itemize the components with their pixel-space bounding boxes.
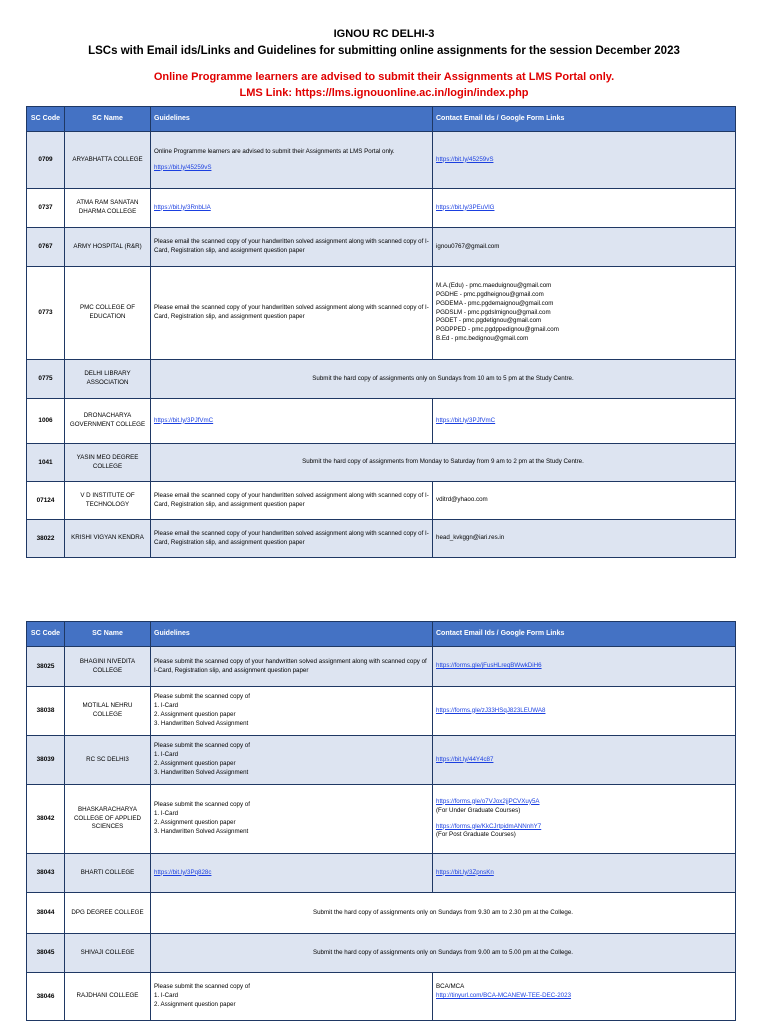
sc-name: V D INSTITUTE OF TECHNOLOGY: [65, 482, 151, 520]
table-header-row: [27, 622, 736, 647]
col-contact: Contact Email Ids / Google Form Links: [433, 107, 736, 132]
guideline-text: Please submit the scanned copy of: [154, 983, 250, 991]
sc-name: DPG DEGREE COLLEGE: [65, 893, 151, 934]
sc-code: 1006: [27, 399, 65, 444]
contact-email[interactable]: PGDSLM - pmc.pgdslmignou@gmail.com: [436, 308, 551, 316]
table-row: [27, 132, 736, 189]
sc-name: BHAGINI NIVEDITA COLLEGE: [65, 647, 151, 687]
guideline-text: Please submit the scanned copy of: [154, 693, 250, 701]
contact-email[interactable]: ignou0767@gmail.com: [436, 242, 500, 250]
table-row: [27, 785, 736, 854]
guideline-text: Please email the scanned copy of your handwritten solved assignment along with scanned copy of I-Card, Registration slip, and assignment question paper: [151, 267, 433, 360]
sc-name: RAJDHANI COLLEGE: [65, 973, 151, 1021]
guideline-item: 1. I-Card: [154, 751, 179, 759]
contact-link[interactable]: https://forms.gle/jFusHLreqBWwkDiH6: [436, 662, 542, 669]
sc-code: 38045: [27, 934, 65, 973]
table-header-row: [27, 107, 736, 132]
contact-cell: [433, 785, 736, 854]
contact-cell: [433, 854, 736, 893]
contact-email[interactable]: PGDPPED - pmc.pgdppedignou@gmail.com: [436, 326, 559, 334]
sc-code: 38042: [27, 785, 65, 854]
sc-code: 38043: [27, 854, 65, 893]
contact-cell: [433, 482, 736, 520]
contact-link[interactable]: https://bit.ly/45259vS: [436, 155, 494, 163]
contact-cell: [433, 399, 736, 444]
table-row: [27, 520, 736, 558]
sc-code: 38044: [27, 893, 65, 934]
lms-link[interactable]: LMS Link: https://lms.ignouonline.ac.in/login/index.php: [239, 87, 529, 99]
contact-link[interactable]: https://bit.ly/44Y4c87: [436, 755, 494, 763]
col-sc-code: SC Code: [27, 107, 65, 132]
sc-code: 38038: [27, 687, 65, 736]
guideline-item: 2. Assignment question paper: [154, 711, 236, 718]
contact-cell: [433, 267, 736, 360]
table-row: [27, 482, 736, 520]
guideline-link[interactable]: https://bit.ly/3PJfVmC: [154, 416, 214, 424]
guideline-item: 1. I-Card: [154, 810, 179, 818]
study-centre-table-2: [26, 621, 736, 1021]
guideline-link[interactable]: https://bit.ly/3Pq828c: [154, 868, 212, 876]
submission-note: Submit the hard copy of assignments only on Sundays from 9.00 am to 5.00 pm at the College.: [151, 934, 736, 973]
sc-name: SHIVAJI COLLEGE: [65, 934, 151, 973]
guidelines-cell: [151, 973, 433, 1021]
sc-name: MOTILAL NEHRU COLLEGE: [65, 687, 151, 736]
guidelines-cell: [151, 687, 433, 736]
contact-cell: [433, 520, 736, 558]
table-row: [27, 647, 736, 687]
contact-email[interactable]: head_kvkggn@iari.res.in: [436, 534, 505, 541]
contact-link[interactable]: https://bit.ly/3PJfVmC: [436, 416, 496, 424]
col-sc-code: SC Code: [27, 622, 65, 647]
guideline-text: Please email the scanned copy of your handwritten solved assignment along with scanned copy of I-Card, Registration slip, and assignment question paper: [151, 520, 433, 558]
contact-cell: [433, 973, 736, 1021]
guideline-item: 2. Assignment question paper: [154, 760, 236, 767]
guideline-text: Please email the scanned copy of your handwritten solved assignment along with scanned copy of I-Card, Registration slip, and assignment question paper: [151, 482, 433, 520]
sc-name: RC SC DELHI3: [65, 736, 151, 785]
sc-code: 38025: [27, 647, 65, 687]
table-row: [27, 736, 736, 785]
document-subtitle: LSCs with Email ids/Links and Guidelines for submitting online assignments for the session December 2023: [88, 45, 680, 57]
guideline-link[interactable]: https://bit.ly/3RnbLlA: [154, 203, 211, 211]
guidelines-cell: [151, 189, 433, 228]
guidelines-cell: [151, 785, 433, 854]
sc-code: 0737: [27, 189, 65, 228]
col-sc-name: SC Name: [65, 622, 151, 647]
guideline-item: 2. Assignment question paper: [154, 1000, 236, 1008]
contact-link[interactable]: https://forms.gle/zJ33HSqJ823LEUWA8: [436, 706, 546, 714]
guideline-item: 1. I-Card: [154, 702, 179, 710]
sc-code: 07124: [27, 482, 65, 520]
sc-code: 1041: [27, 444, 65, 482]
contact-email[interactable]: vditrd@yhaoo.com: [436, 496, 488, 503]
table-row: [27, 444, 736, 482]
table-row: [27, 934, 736, 973]
guideline-link[interactable]: https://bit.ly/45259vS: [154, 163, 212, 171]
sc-name: BHASKARACHARYA COLLEGE OF APPLIED SCIENCES: [65, 785, 151, 854]
sc-name: YASIN MEO DEGREE COLLEGE: [65, 444, 151, 482]
contact-email[interactable]: PGDHE - pmc.pgdheignou@gmail.com: [436, 290, 544, 298]
contact-email[interactable]: PGDET - pmc.pgdetignou@gmail.com: [436, 317, 542, 325]
submission-note: Submit the hard copy of assignments from Monday to Saturday from 9 am to 2 pm at the Study Centre.: [151, 444, 736, 482]
contact-email[interactable]: PGDEMA - pmc.pgdemaignou@gmail.com: [436, 299, 554, 307]
sc-code: 0709: [27, 132, 65, 189]
sc-code: 0773: [27, 267, 65, 360]
table-row: [27, 687, 736, 736]
contact-note: (For Post Graduate Courses): [436, 831, 516, 839]
guidelines-cell: [151, 132, 433, 189]
sc-name: ATMA RAM SANATAN DHARMA COLLEGE: [65, 189, 151, 228]
table-row: [27, 893, 736, 934]
table-row: [27, 189, 736, 228]
sc-name: KRISHI VIGYAN KENDRA: [65, 520, 151, 558]
lms-notice: Online Programme learners are advised to submit their Assignments at LMS Portal only.: [153, 71, 615, 83]
contact-cell: [433, 228, 736, 267]
col-sc-name: SC Name: [65, 107, 151, 132]
contact-link[interactable]: http://tinyurl.com/BCA-MCANEW-TEE-DEC-2023: [436, 992, 572, 999]
contact-link[interactable]: https://bit.ly/3PEuVlG: [436, 203, 495, 211]
sc-code: 0767: [27, 228, 65, 267]
col-guidelines: Guidelines: [151, 107, 433, 132]
sc-name: DELHI LIBRARY ASSOCIATION: [65, 360, 151, 399]
guideline-item: 3. Handwritten Solved Assignment: [154, 827, 249, 835]
sc-name: ARMY HOSPITAL (R&R): [65, 228, 151, 267]
guidelines-cell: [151, 399, 433, 444]
contact-cell: [433, 132, 736, 189]
contact-cell: [433, 189, 736, 228]
sc-code: 0775: [27, 360, 65, 399]
guideline-text: Please submit the scanned copy of: [154, 742, 250, 750]
sc-name: BHARTI COLLEGE: [65, 854, 151, 893]
table-row: [27, 973, 736, 1021]
guidelines-cell: [151, 854, 433, 893]
guideline-text: Please email the scanned copy of your handwritten solved assignment along with scanned copy of I-Card, Registration slip, and assignment question paper: [151, 228, 433, 267]
sc-code: 38046: [27, 973, 65, 1021]
table-row: [27, 267, 736, 360]
table-row: [27, 399, 736, 444]
sc-code: 38039: [27, 736, 65, 785]
contact-link-pg[interactable]: https://forms.gle/KkCJrtpidmANNnhY7: [436, 822, 542, 830]
contact-cell: [433, 736, 736, 785]
contact-cell: [433, 647, 736, 687]
contact-link[interactable]: https://bit.ly/3ZpnsKn: [436, 868, 494, 876]
guideline-item: 3. Handwritten Solved Assignment: [154, 768, 249, 776]
contact-email[interactable]: B.Ed - pmc.bedignou@gmail.com: [436, 335, 529, 343]
guideline-item: 3. Handwritten Solved Assignment: [154, 719, 249, 727]
table-row: [27, 360, 736, 399]
guideline-item: 1. I-Card: [154, 992, 179, 999]
submission-note: Submit the hard copy of assignments only on Sundays from 10 am to 5 pm at the Study Centre.: [151, 360, 736, 399]
col-guidelines: Guidelines: [151, 622, 433, 647]
sc-name: PMC COLLEGE OF EDUCATION: [65, 267, 151, 360]
contact-link-ug[interactable]: https://forms.gle/o7VJox2jjPCVXuy5A: [436, 797, 540, 805]
guideline-text: Please submit the scanned copy of: [154, 801, 250, 809]
guideline-text: Online Programme learners are advised to submit their Assignments at LMS Portal only.: [154, 147, 395, 155]
contact-label: BCA/MCA: [436, 983, 465, 991]
sc-code: 38022: [27, 520, 65, 558]
table-row: [27, 854, 736, 893]
col-contact: Contact Email Ids / Google Form Links: [433, 622, 736, 647]
submission-note: Submit the hard copy of assignments only on Sundays from 9.30 am to 2.30 pm at the College.: [151, 893, 736, 934]
sc-name: ARYABHATTA COLLEGE: [65, 132, 151, 189]
guidelines-cell: [151, 736, 433, 785]
sc-name: DRONACHARYA GOVERNMENT COLLEGE: [65, 399, 151, 444]
table-row: [27, 228, 736, 267]
contact-cell: [433, 687, 736, 736]
contact-note: (For Under Graduate Courses): [436, 806, 521, 814]
guideline-text: Please submit the scanned copy of your handwritten solved assignment along with scanned copy of I-Card, Registration slip, and assignment question paper: [151, 647, 433, 687]
study-centre-table-1: [26, 106, 736, 558]
contact-email[interactable]: M.A.(Edu) - pmc.maeduignou@gmail.com: [436, 281, 552, 289]
document-title: IGNOU RC DELHI-3: [333, 28, 435, 40]
guideline-item: 2. Assignment question paper: [154, 819, 236, 826]
